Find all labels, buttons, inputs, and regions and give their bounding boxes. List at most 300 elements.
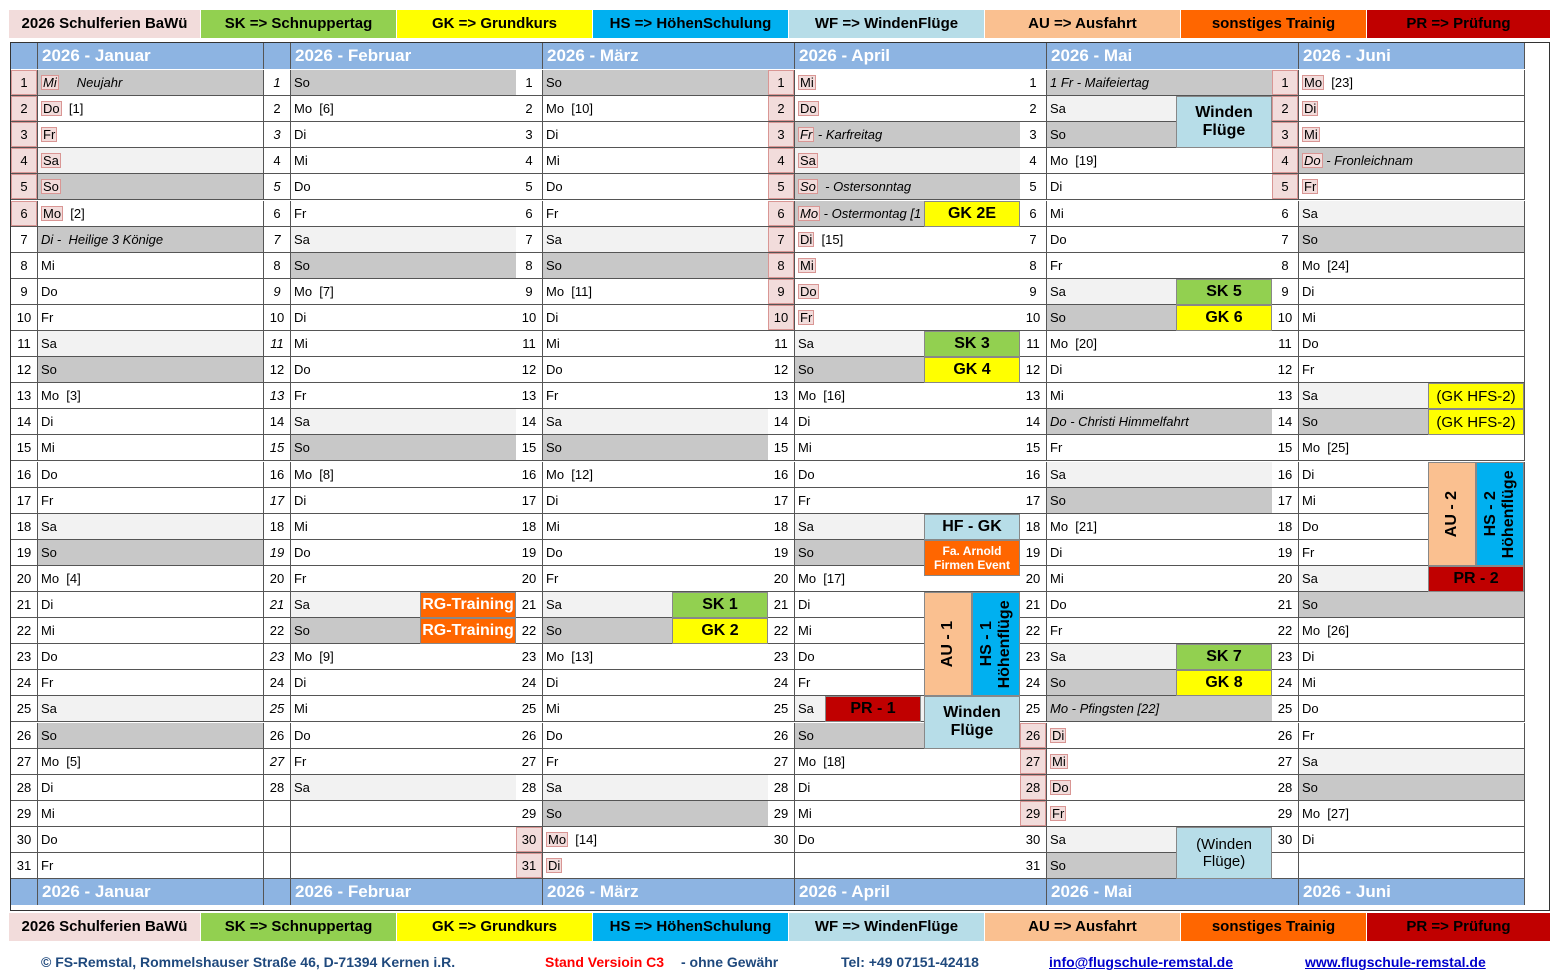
phone-text: Tel: +49 07151-42418 <box>841 954 979 970</box>
day-number: 24 <box>516 670 543 696</box>
weekday: Di <box>798 597 811 612</box>
day-cell <box>38 696 264 722</box>
day-number: 22 <box>768 618 795 644</box>
month-footer-num <box>1272 879 1299 905</box>
day-number: 17 <box>768 488 795 514</box>
day-cell <box>291 174 517 200</box>
event-block: Winden Flüge <box>924 696 1020 748</box>
day-number: 30 <box>1272 827 1299 853</box>
day-number: 12 <box>1020 357 1047 383</box>
day-cell <box>291 670 517 696</box>
weekday: Fr <box>294 753 307 769</box>
day-cell <box>38 853 264 879</box>
day-number: 23 <box>516 644 543 670</box>
weekday: Do <box>41 466 58 482</box>
day-cell <box>1047 514 1273 540</box>
weekday: Mo <box>1050 518 1069 534</box>
email-link[interactable]: info@flugschule-remstal.de <box>1049 954 1234 970</box>
day-number: 28 <box>768 775 795 801</box>
weekday: Fr <box>1304 179 1317 195</box>
day-cell <box>1299 70 1525 96</box>
day-cell <box>38 644 264 670</box>
weekday: Mo <box>294 649 313 665</box>
weekday: Sa <box>798 336 814 351</box>
weekday: Mi <box>798 805 812 821</box>
day-cell <box>38 357 264 383</box>
weekday: So <box>1050 127 1066 143</box>
day-cell <box>38 827 264 853</box>
month-header: 2026 - Mai <box>1047 43 1273 69</box>
day-cell <box>291 488 517 514</box>
month-header: 2026 - April <box>795 43 1021 69</box>
weekday: Fr <box>798 675 811 691</box>
day-number: 10 <box>1020 305 1047 331</box>
day-cell <box>1299 723 1525 749</box>
weekday: Sa <box>546 779 562 795</box>
weekday: Di <box>294 309 307 325</box>
weekday: Mi <box>798 440 812 456</box>
day-number: 9 <box>1272 279 1299 305</box>
day-cell <box>1047 331 1273 357</box>
day-cell <box>543 801 769 827</box>
weekday: So <box>1302 779 1318 795</box>
weekday: Di <box>294 492 307 508</box>
day-cell <box>291 749 517 775</box>
weekday: Mi <box>1050 205 1064 221</box>
day-cell <box>1299 331 1525 357</box>
weekday: Fr <box>294 205 307 221</box>
weekday: Sa <box>798 518 814 534</box>
weekday: Do <box>1304 153 1321 169</box>
weekday: Mo <box>798 570 817 586</box>
weekday: Fr <box>41 492 54 508</box>
legend-item: AU => Ausfahrt <box>985 10 1181 38</box>
day-cell <box>291 96 517 122</box>
weekday: Mi <box>41 257 55 273</box>
day-number: 25 <box>264 696 291 722</box>
weekday: Mi <box>800 75 814 90</box>
day-number: 17 <box>1272 488 1299 514</box>
day-cell <box>795 827 1021 853</box>
day-cell <box>543 148 769 174</box>
weekday: So <box>294 623 310 639</box>
day-cell <box>795 227 1021 253</box>
day-number <box>264 801 291 827</box>
weekday: Mi <box>43 75 57 90</box>
day-cell <box>291 201 517 227</box>
day-number: 13 <box>1020 383 1047 409</box>
day-cell <box>1299 775 1525 801</box>
day-number: 4 <box>1020 148 1047 174</box>
day-cell <box>291 566 517 592</box>
day-cell <box>38 618 264 644</box>
day-number: 15 <box>11 435 38 461</box>
day-number: 19 <box>11 540 38 566</box>
day-cell <box>291 435 517 461</box>
day-cell <box>795 853 1021 879</box>
day-number: 16 <box>768 462 795 488</box>
day-note: [13] <box>564 649 593 665</box>
day-note: - Karfreitag <box>814 127 883 143</box>
day-cell <box>38 462 264 488</box>
weekday: Mo <box>546 101 565 117</box>
weekday: Mo <box>546 283 565 299</box>
weekday: So <box>1050 309 1066 325</box>
day-number: 5 <box>264 174 291 200</box>
day-number: 17 <box>11 488 38 514</box>
weekday: Mi <box>798 623 812 639</box>
event-block: GK 8 <box>1176 670 1272 696</box>
day-note: [12] <box>564 466 593 482</box>
weekday: Fr <box>546 388 559 404</box>
day-cell <box>38 723 264 749</box>
day-cell <box>1047 723 1273 749</box>
day-number: 22 <box>1272 618 1299 644</box>
day-cell <box>1047 201 1273 227</box>
day-cell <box>1047 488 1273 514</box>
day-cell <box>543 279 769 305</box>
weekday: Do <box>1302 336 1319 351</box>
day-note: [10] <box>564 101 593 117</box>
day-cell <box>543 305 769 331</box>
day-cell <box>1047 775 1273 801</box>
day-number: 2 <box>516 96 543 122</box>
day-number: 30 <box>768 827 795 853</box>
weekday: Do <box>798 831 815 847</box>
weekday: Fr <box>1050 623 1063 639</box>
day-cell <box>1047 435 1273 461</box>
day-cell <box>543 357 769 383</box>
weekday: Do <box>800 101 817 117</box>
day-cell <box>1047 253 1273 279</box>
weekday: Sa <box>546 231 562 247</box>
month-header-num <box>1020 43 1047 69</box>
day-number: 13 <box>11 383 38 409</box>
weekday: Di <box>294 675 307 691</box>
day-number: 1 <box>1272 70 1299 96</box>
legend-item: GK => Grundkurs <box>397 913 593 941</box>
weekday: Sa <box>43 153 59 169</box>
day-cell <box>543 514 769 540</box>
day-number: 15 <box>264 435 291 461</box>
day-number: 14 <box>768 409 795 435</box>
day-number: 19 <box>768 540 795 566</box>
day-number: 10 <box>264 305 291 331</box>
day-number: 5 <box>11 174 38 200</box>
weekday: Mi <box>294 518 308 534</box>
day-note: [26] <box>1320 623 1349 639</box>
website-link[interactable]: www.flugschule-remstal.de <box>1305 954 1486 970</box>
day-cell <box>291 723 517 749</box>
weekday: Mo <box>1302 805 1321 821</box>
event-block: PR - 2 <box>1428 566 1524 592</box>
day-number: 24 <box>1020 670 1047 696</box>
weekday: Mo <box>548 831 567 847</box>
footer <box>9 948 1551 976</box>
weekday: Mo <box>294 466 313 482</box>
legend-item: HS => HöhenSchulung <box>593 10 789 38</box>
day-number: 25 <box>1272 696 1299 722</box>
legend-item: SK => Schnuppertag <box>201 10 397 38</box>
weekday: So <box>798 727 814 743</box>
weekday: So <box>1302 414 1318 430</box>
weekday: Do <box>41 831 58 847</box>
day-cell <box>38 409 264 435</box>
day-cell <box>38 70 264 96</box>
day-note: [8] <box>312 466 334 482</box>
day-cell <box>291 801 517 827</box>
day-number <box>264 853 291 879</box>
weekday: Fr <box>546 753 559 769</box>
day-number: 12 <box>264 357 291 383</box>
day-cell <box>543 827 769 853</box>
day-number: 13 <box>768 383 795 409</box>
day-note: - Heilige 3 Könige <box>53 231 164 247</box>
weekday: Sa <box>41 518 57 534</box>
day-number: 4 <box>264 148 291 174</box>
day-number: 21 <box>1020 592 1047 618</box>
day-cell <box>543 174 769 200</box>
day-note: [7] <box>312 283 334 299</box>
day-number: 26 <box>11 723 38 749</box>
day-note: [16] <box>816 388 845 404</box>
day-number: 30 <box>516 827 543 853</box>
weekday: Fr <box>800 309 813 325</box>
day-number: 22 <box>516 618 543 644</box>
day-cell <box>291 853 517 879</box>
weekday: So <box>798 362 814 378</box>
vertical-event-block <box>924 592 972 696</box>
day-number: 21 <box>768 592 795 618</box>
day-note: - Pfingsten [22] <box>1068 701 1160 717</box>
weekday: So <box>43 179 59 195</box>
weekday: So <box>1050 675 1066 691</box>
day-number <box>768 853 795 879</box>
day-number: 27 <box>11 749 38 775</box>
weekday: Do <box>294 179 311 195</box>
day-number: 19 <box>264 540 291 566</box>
event-block: GK 2 <box>672 618 768 644</box>
day-cell <box>38 566 264 592</box>
weekday: Mi <box>294 701 308 717</box>
weekday: Di <box>294 127 307 143</box>
day-cell <box>1047 462 1273 488</box>
day-number: 26 <box>1020 723 1047 749</box>
day-cell <box>1047 148 1273 174</box>
day-number: 31 <box>516 853 543 879</box>
day-number: 31 <box>11 853 38 879</box>
day-cell <box>1299 749 1525 775</box>
weekday: Mi <box>546 336 560 351</box>
day-cell <box>1047 592 1273 618</box>
day-cell <box>543 853 769 879</box>
event-block: PR - 1 <box>825 696 921 722</box>
weekday: Sa <box>1050 831 1066 847</box>
day-number: 19 <box>516 540 543 566</box>
weekday: Mo <box>800 205 819 221</box>
day-number: 7 <box>516 227 543 253</box>
day-number: 5 <box>1272 174 1299 200</box>
day-cell <box>543 775 769 801</box>
day-number: 6 <box>264 201 291 227</box>
day-note: - Ostersonntag <box>817 179 912 195</box>
weekday: Di <box>798 779 811 795</box>
day-number: 27 <box>768 749 795 775</box>
day-number: 7 <box>768 227 795 253</box>
weekday: Di <box>800 231 813 247</box>
day-number: 17 <box>264 488 291 514</box>
day-number: 27 <box>516 749 543 775</box>
month-footer-header: 2026 - Mai <box>1047 879 1273 905</box>
copyright-text: © FS-Remstal, Rommelshauser Straße 46, D-71394 Kernen i.R. <box>41 954 456 970</box>
day-number: 22 <box>11 618 38 644</box>
day-number: 1 <box>264 70 291 96</box>
day-number: 29 <box>1020 801 1047 827</box>
day-number: 12 <box>768 357 795 383</box>
day-number: 6 <box>1272 201 1299 227</box>
day-number: 20 <box>1020 566 1047 592</box>
month-footer-header: 2026 - Januar <box>38 879 264 905</box>
weekday: Mi <box>800 257 814 273</box>
day-cell <box>291 357 517 383</box>
month-header-num <box>768 43 795 69</box>
day-number: 1 <box>11 70 38 96</box>
weekday: So <box>1050 858 1066 873</box>
day-note: [21] <box>1068 518 1097 534</box>
day-number: 13 <box>1272 383 1299 409</box>
day-number: 4 <box>768 148 795 174</box>
event-block: SK 5 <box>1176 279 1272 305</box>
day-cell <box>38 670 264 696</box>
day-cell <box>795 488 1021 514</box>
day-number: 3 <box>1272 122 1299 148</box>
weekday: So <box>798 544 814 560</box>
day-number: 7 <box>264 227 291 253</box>
day-number: 15 <box>516 435 543 461</box>
vertical-event-label: AU - 2 <box>1443 490 1460 537</box>
day-cell <box>1299 618 1525 644</box>
day-number: 29 <box>1272 801 1299 827</box>
legend-item: SK => Schnuppertag <box>201 913 397 941</box>
day-number: 26 <box>768 723 795 749</box>
day-number: 13 <box>516 383 543 409</box>
day-number: 6 <box>768 201 795 227</box>
day-cell <box>291 540 517 566</box>
day-cell <box>543 696 769 722</box>
day-cell <box>291 331 517 357</box>
day-cell <box>1047 409 1273 435</box>
day-cell <box>543 253 769 279</box>
day-number: 11 <box>1020 331 1047 357</box>
weekday: So <box>546 257 562 273</box>
day-cell <box>795 409 1021 435</box>
legend-item: sonstiges Trainig <box>1181 10 1367 38</box>
day-note: - Maifeiertag <box>1073 75 1149 90</box>
day-cell <box>543 201 769 227</box>
day-note: [14] <box>568 831 597 847</box>
weekday: Mo <box>294 283 313 299</box>
day-cell <box>1047 566 1273 592</box>
event-block: SK 1 <box>672 592 768 618</box>
day-cell <box>1299 670 1525 696</box>
day-cell <box>38 96 264 122</box>
legend-item: WF => WindenFlüge <box>789 913 985 941</box>
day-number: 16 <box>11 462 38 488</box>
day-cell <box>38 749 264 775</box>
day-number: 21 <box>1272 592 1299 618</box>
day-number: 21 <box>11 592 38 618</box>
day-number: 23 <box>11 644 38 670</box>
day-cell <box>291 696 517 722</box>
month-footer-num <box>11 879 38 905</box>
day-cell <box>795 801 1021 827</box>
day-note: [17] <box>816 570 845 586</box>
day-cell <box>1299 357 1525 383</box>
weekday: Do <box>1050 414 1067 430</box>
day-cell <box>795 383 1021 409</box>
weekday: Di <box>1302 831 1315 847</box>
day-cell <box>38 122 264 148</box>
day-cell <box>38 383 264 409</box>
day-number: 21 <box>516 592 543 618</box>
weekday: Do <box>546 362 563 378</box>
day-cell <box>38 435 264 461</box>
weekday: So <box>41 727 57 743</box>
day-number: 23 <box>1272 644 1299 670</box>
day-number: 18 <box>264 514 291 540</box>
weekday: So <box>1302 597 1318 612</box>
weekday: Mo <box>41 570 60 586</box>
month-header-num <box>264 43 291 69</box>
day-note: [5] <box>59 753 81 769</box>
day-number: 25 <box>516 696 543 722</box>
day-number: 29 <box>516 801 543 827</box>
day-number: 11 <box>516 331 543 357</box>
day-number: 26 <box>516 723 543 749</box>
day-note: [19] <box>1068 153 1097 169</box>
day-cell <box>1299 827 1525 853</box>
day-number: 10 <box>516 305 543 331</box>
weekday: Di <box>1302 466 1315 482</box>
weekday: Mi <box>1302 675 1316 691</box>
weekday: Sa <box>546 414 562 430</box>
day-number: 26 <box>264 723 291 749</box>
weekday: Di <box>1052 727 1065 743</box>
day-cell <box>38 148 264 174</box>
day-cell <box>543 540 769 566</box>
day-note: [24] <box>1320 257 1349 273</box>
weekday: Mi <box>1050 388 1064 404</box>
day-cell <box>291 644 517 670</box>
weekday: Do <box>43 101 60 117</box>
event-block: (GK HFS-2) <box>1428 383 1524 409</box>
day-number: 6 <box>1020 201 1047 227</box>
day-number: 14 <box>1272 409 1299 435</box>
vertical-event-block <box>1476 462 1524 566</box>
day-number: 3 <box>516 122 543 148</box>
weekday: Do <box>1302 518 1319 534</box>
day-number: 19 <box>1020 540 1047 566</box>
day-cell <box>543 409 769 435</box>
day-number: 15 <box>1020 435 1047 461</box>
month-footer-num <box>264 879 291 905</box>
day-number: 8 <box>516 253 543 279</box>
day-number: 13 <box>264 383 291 409</box>
weekday: Mi <box>546 518 560 534</box>
day-number: 14 <box>11 409 38 435</box>
weekday: So <box>800 179 816 195</box>
month-header-num <box>516 43 543 69</box>
